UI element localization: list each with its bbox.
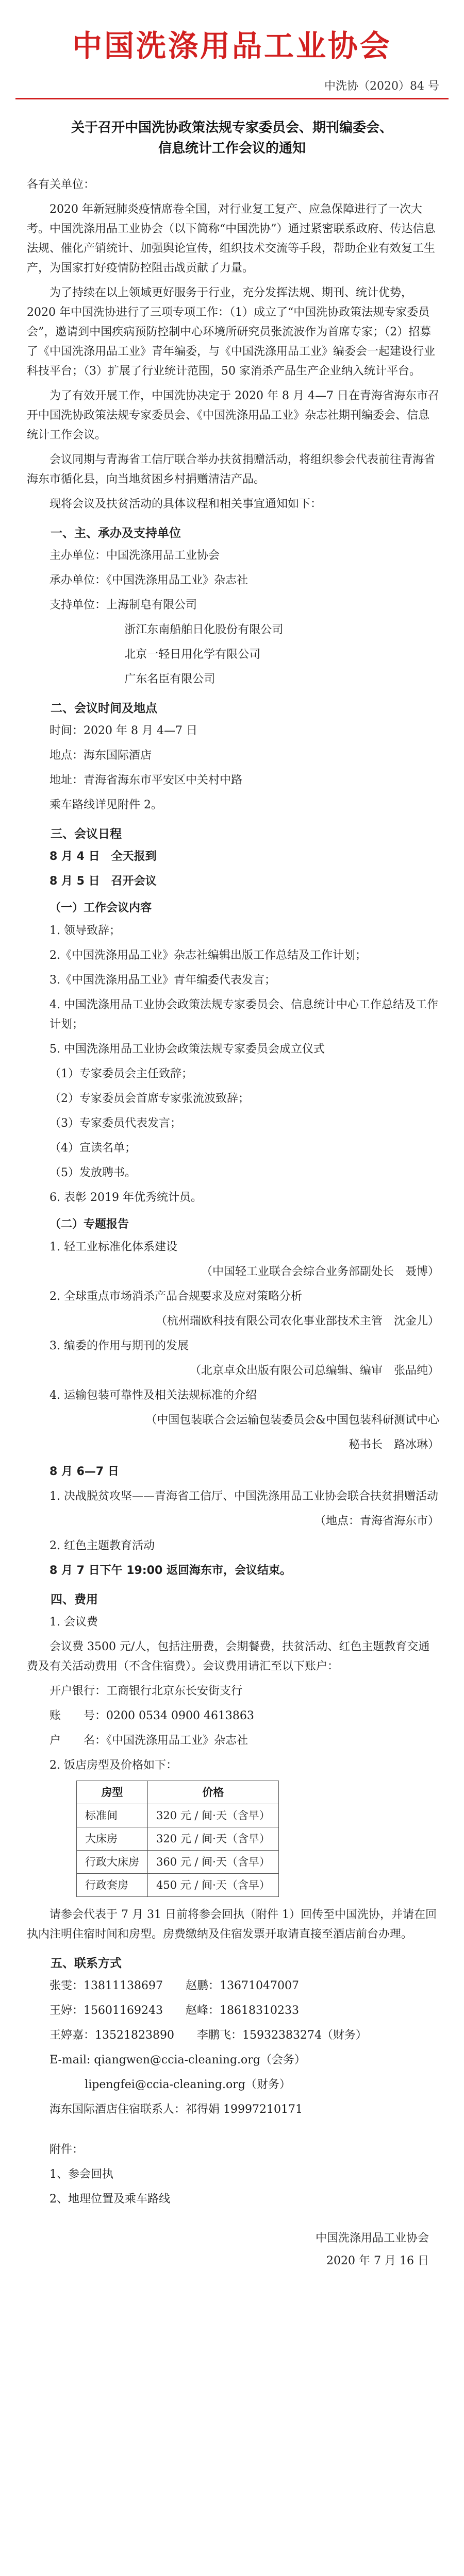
fee-subheading: 1. 会议费 bbox=[49, 1616, 98, 1629]
notice-body bbox=[27, 175, 439, 2275]
email-link[interactable]: qiangwen@ccia-cleaning.org（会务） bbox=[94, 2054, 306, 2066]
activity-location: （地点：青海省海东市） bbox=[314, 1515, 439, 1528]
schedule-day-2: 8 月 5 日 召开会议 bbox=[49, 875, 157, 888]
report-title: 2. 全球重点市场消杀产品合规要求及应对策略分析 bbox=[49, 1290, 302, 1303]
attachments-label: 附件： bbox=[49, 2143, 84, 2156]
signature-org: 中国洗涤用品工业协会 bbox=[315, 2232, 429, 2245]
intro-paragraph-5: 现将会议及扶贫活动的具体议程和相关事宜通知如下： bbox=[49, 498, 322, 511]
registration-note: 请参会代表于 7 月 31 日前将参会回执（附件 1）回传至中国洗协，并请在回执内注明住宿时间和房型。房费缴纳及住宿发票开取请直接至酒店前台办理。 bbox=[27, 1908, 437, 1941]
letterhead-title: 中国洗涤用品工业协会 bbox=[72, 28, 392, 63]
email-link[interactable]: lipengfei@ccia-cleaning.org（财务） bbox=[85, 2078, 291, 2091]
ceremony-item: （1）专家委员会主任致辞； bbox=[49, 1067, 193, 1080]
agenda-item: 3.《中国洗涤用品工业》青年编委代表发言； bbox=[49, 974, 276, 987]
table-row bbox=[77, 1851, 279, 1874]
ceremony-item: （3）专家委员代表发言； bbox=[49, 1117, 181, 1130]
section-4-heading: 四、费用 bbox=[51, 1593, 98, 1606]
report-title: 3. 编委的作用与期刊的发展 bbox=[49, 1340, 189, 1352]
contact-line: 王婷：15601169243 赵峰：18618310233 bbox=[49, 2004, 299, 2017]
attachment-item: 2、地理位置及乘车路线 bbox=[49, 2193, 170, 2206]
report-speaker: 秘书长 路冰琳） bbox=[348, 1438, 439, 1451]
table-row bbox=[77, 1827, 279, 1851]
supporter-label bbox=[27, 596, 439, 615]
report-speaker: （杭州瑞欧科技有限公司农化事业部技术主管 沈金儿） bbox=[155, 1315, 439, 1328]
supporter-item: 上海制皂有限公司 bbox=[106, 599, 197, 612]
notice-title bbox=[21, 117, 443, 159]
intro-paragraph-3: 为了有效开展工作，中国洗协决定于 2020 年 8 月 4—7 日在青海省海东市召开中国洗协政策法规专家委员会、《中国洗涤用品工业》杂志社期刊编委会、信息统计工作会议。 bbox=[27, 389, 439, 442]
hotel-contact: 海东国际酒店住宿联系人：祁得娟 19997210171 bbox=[49, 2103, 303, 2116]
activity-item: 2. 红色主题教育活动 bbox=[49, 1539, 155, 1552]
contact-line: 王婷嘉：13521823890 李鹏飞：15932383274（财务） bbox=[49, 2029, 367, 2042]
bank-name: 开户银行：工商银行北京东长安街支行 bbox=[49, 1685, 243, 1698]
supporter-label-text: 支持单位： bbox=[49, 599, 107, 612]
report-title: 4. 运输包装可靠性及相关法规标准的介绍 bbox=[49, 1389, 257, 1402]
intro-paragraph-4: 会议同期与青海省工信厅联合举办扶贫捐赠活动，将组织参会代表前往青海省海东市循化县，向当地贫困乡村捐赠清洁产品。 bbox=[27, 453, 436, 486]
room-subheading: 2. 饭店房型及价格如下： bbox=[49, 1759, 177, 1772]
bank-account: 账 号：0200 0534 0900 4613863 bbox=[49, 1709, 254, 1722]
schedule-day-3: 8 月 6—7 日 bbox=[49, 1465, 119, 1478]
intro-paragraph-1: 2020 年新冠肺炎疫情席卷全国，对行业复工复产、应急保障进行了一次大考。中国洗涤用品工业协会（以下简称“中国洗协”）通过紧密联系政府、传达信息法规、催化产销统计、加强舆论宣传，组织技术交流等手段，帮助企业有效复工生产，为国家打好疫情防控阻击战贡献了力量。 bbox=[27, 203, 436, 275]
agenda-item: 1. 领导致辞； bbox=[49, 924, 121, 937]
red-divider bbox=[15, 98, 449, 99]
ceremony-item: （2）专家委员会首席专家张流波致辞； bbox=[49, 1092, 250, 1105]
column-header: 价格 bbox=[148, 1781, 279, 1804]
activity-item: 1. 决战脱贫攻坚——青海省工信厅、中国洗涤用品工业协会联合扶贫捐赠活动 bbox=[49, 1490, 438, 1503]
room-type: 行政套房 bbox=[77, 1874, 148, 1897]
notice-title-line-1: 关于召开中国洗协政策法规专家委员会、期刊编委会、 bbox=[71, 120, 393, 135]
meeting-end: 8 月 7 日下午 19:00 返回海东市，会议结束。 bbox=[49, 1564, 291, 1577]
document-number: 中洗协（2020）84 号 bbox=[324, 80, 439, 93]
contact-line: 张雯：13811138697 赵鹏：13671047007 bbox=[49, 1979, 299, 1992]
table-row bbox=[77, 1804, 279, 1827]
host-unit: 主办单位：中国洗涤用品工业协会 bbox=[49, 549, 220, 562]
table-row bbox=[77, 1874, 279, 1897]
signature-block bbox=[27, 2230, 439, 2270]
organizer-unit: 承办单位：《中国洗涤用品工业》杂志社 bbox=[49, 574, 248, 587]
table-header-row bbox=[77, 1781, 279, 1804]
room-price: 320 元 / 间·天（含早） bbox=[148, 1804, 279, 1827]
salutation: 各有关单位： bbox=[27, 178, 95, 191]
meeting-time: 时间：2020 年 8 月 4—7 日 bbox=[49, 724, 197, 737]
meeting-venue: 地点：海东国际酒店 bbox=[49, 749, 152, 762]
room-type: 行政大床房 bbox=[77, 1851, 148, 1874]
ceremony-item: （4）宣读名单； bbox=[49, 1142, 136, 1155]
agenda-item: 4. 中国洗涤用品工业协会政策法规专家委员会、信息统计中心工作总结及工作计划； bbox=[49, 998, 438, 1031]
room-price: 450 元 / 间·天（含早） bbox=[148, 1874, 279, 1897]
attachment-item: 1、参会回执 bbox=[49, 2168, 113, 2181]
report-title: 1. 轻工业标准化体系建设 bbox=[49, 1241, 177, 1253]
work-meeting-heading: （一）工作会议内容 bbox=[49, 902, 152, 914]
agenda-item: 5. 中国洗涤用品工业协会政策法规专家委员会成立仪式 bbox=[49, 1043, 325, 1056]
meeting-address: 地址：青海省海东市平安区中关村中路 bbox=[49, 774, 243, 787]
room-price: 360 元 / 间·天（含早） bbox=[148, 1851, 279, 1874]
section-2-heading: 二、会议时间及地点 bbox=[51, 702, 157, 715]
agenda-item: 6. 表彰 2019 年优秀统计员。 bbox=[49, 1191, 202, 1204]
notice-title-line-2: 信息统计工作会议的通知 bbox=[158, 141, 306, 156]
room-type: 大床房 bbox=[77, 1827, 148, 1851]
agenda-item: 2.《中国洗涤用品工业》杂志社编辑出版工作总结及工作计划； bbox=[49, 949, 367, 962]
account-name: 户 名：《中国洗涤用品工业》杂志社 bbox=[49, 1734, 248, 1747]
meeting-route: 乘车路线详见附件 2。 bbox=[49, 799, 162, 811]
email-line bbox=[27, 2050, 439, 2070]
supporter-item: 北京一轻日用化学有限公司 bbox=[124, 648, 261, 661]
fee-description: 会议费 3500 元/人，包括注册费，会期餐费，扶贫活动、红色主题教育交通费及有关活动费用（不含住宿费）。会议费用请汇至以下账户： bbox=[27, 1640, 430, 1673]
reports-heading: （二）专题报告 bbox=[49, 1218, 129, 1231]
ceremony-item: （5）发放聘书。 bbox=[49, 1166, 136, 1179]
report-speaker: （中国包装联合会运输包装委员会&中国包装科研测试中心 bbox=[145, 1414, 439, 1427]
section-1-heading: 一、主、承办及支持单位 bbox=[51, 527, 181, 540]
report-speaker: （中国轻工业联合会综合业务部副处长 聂博） bbox=[201, 1265, 439, 1278]
column-header: 房型 bbox=[77, 1781, 148, 1804]
supporter-item: 广东名臣有限公司 bbox=[124, 673, 216, 686]
schedule-day-1: 8 月 4 日 全天报到 bbox=[49, 850, 157, 863]
section-3-heading: 三、会议日程 bbox=[51, 827, 122, 841]
intro-paragraph-2: 为了持续在以上领域更好服务于行业，充分发挥法规、期刊、统计优势，2020 年中国洗协进行了三项专项工作：（1）成立了“中国洗协政策法规专家委员会”，邀请到中国疾病预防控制中心环境所研究员张流波作为首席专家；（2）招募了《中国洗涤用品工业》青年编委，与《中国洗涤用品工业》编委会一起建设行业科技平台；（3）扩展了行业统计范围，50 家消杀产品生产企业纳入统计平台。 bbox=[27, 286, 436, 378]
email-label: E-mail: bbox=[49, 2054, 94, 2066]
signature-date: 2020 年 7 月 16 日 bbox=[326, 2255, 429, 2267]
supporter-item: 浙江东南船舶日化股份有限公司 bbox=[124, 623, 284, 636]
room-type: 标准间 bbox=[77, 1804, 148, 1827]
report-speaker: （北京卓众出版有限公司总编辑、编审 张品纯） bbox=[189, 1364, 439, 1377]
section-5-heading: 五、联系方式 bbox=[51, 1957, 122, 1970]
room-price-table bbox=[76, 1781, 279, 1897]
room-price: 320 元 / 间·天（含早） bbox=[148, 1827, 279, 1851]
